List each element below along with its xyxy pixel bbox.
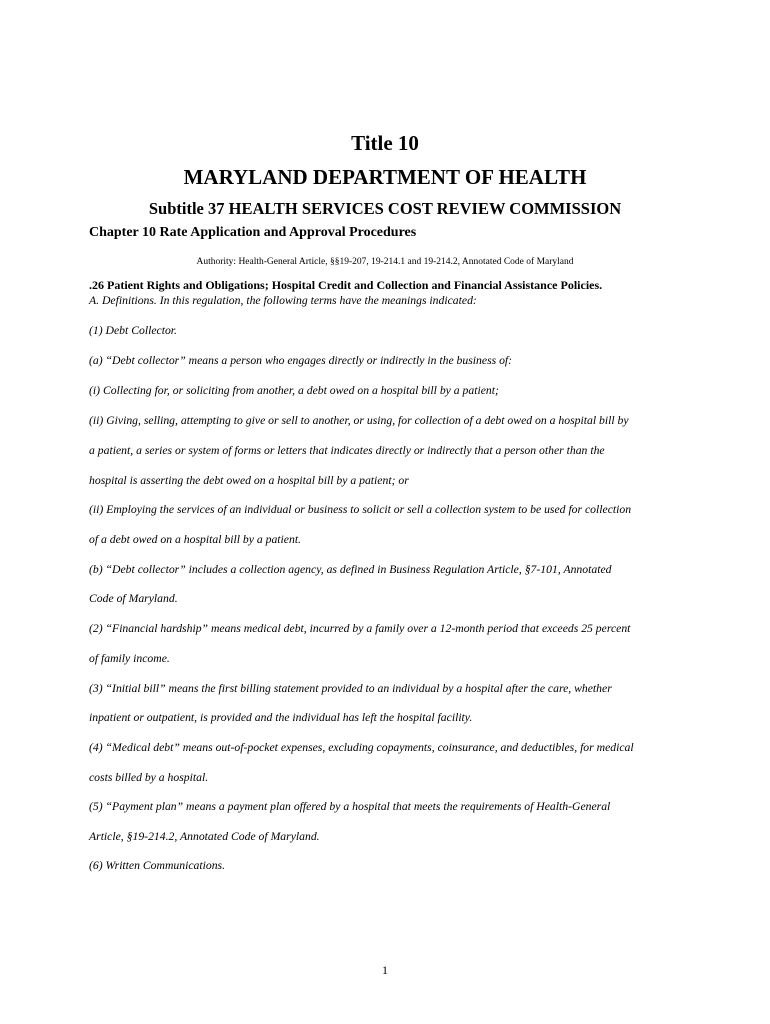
- chapter-heading: Chapter 10 Rate Application and Approval Procedures: [89, 225, 417, 240]
- subtitle: Subtitle 37 HEALTH SERVICES COST REVIEW COMMISSION: [148, 199, 622, 218]
- text-line: hospital is asserting the debt owed on a hospital bill by a patient; or: [89, 474, 409, 487]
- text-line: of family income.: [89, 652, 170, 665]
- text-line: (ii) Giving, selling, attempting to give or sell to another, or using, for collection of a debt owed on a hospital bill by: [89, 414, 629, 427]
- text-line: (4) “Medical debt” means out-of-pocket expenses, excluding copayments, coinsurance, and deductibles, for medical: [89, 741, 634, 754]
- text-line: inpatient or outpatient, is provided and the individual has left the hospital facility.: [89, 711, 473, 724]
- department-name: MARYLAND DEPARTMENT OF HEALTH: [183, 165, 587, 189]
- text-line: (ii) Employing the services of an individual or business to solicit or sell a collection system to be used for collection: [89, 503, 632, 516]
- text-line: (5) “Payment plan” means a payment plan offered by a hospital that meets the requirements of Health-General: [89, 800, 611, 813]
- text-line: (b) “Debt collector” includes a collection agency, as defined in Business Regulation Article, §7-101, Annotated: [89, 563, 612, 576]
- text-line: a patient, a series or system of forms or letters that indicates directly or indirectly that a person other than the: [89, 444, 605, 457]
- page-number: 1: [382, 963, 388, 977]
- text-line: (3) “Initial bill” means the first billing statement provided to an individual by a hospital after the care, whether: [89, 682, 612, 695]
- text-line: Article, §19-214.2, Annotated Code of Maryland.: [89, 830, 320, 843]
- definitions-intro: A. Definitions. In this regulation, the following terms have the meanings indicated:: [89, 294, 477, 307]
- text-line: costs billed by a hospital.: [89, 771, 209, 784]
- text-line: (a) “Debt collector” means a person who engages directly or indirectly in the business of:: [89, 354, 513, 367]
- text-line: of a debt owed on a hospital bill by a patient.: [89, 533, 301, 546]
- text-line: (1) Debt Collector.: [89, 324, 177, 337]
- text-line: (6) Written Communications.: [89, 859, 226, 872]
- document-title: Title 10: [351, 131, 419, 155]
- section-heading: .26 Patient Rights and Obligations; Hospital Credit and Collection and Financial Assistance Policies.: [89, 278, 603, 292]
- text-line: (2) “Financial hardship” means medical debt, incurred by a family over a 12-month period that exceeds 25 percent: [89, 622, 631, 635]
- authority-line: Authority: Health-General Article, §§19-207, 19-214.1 and 19-214.2, Annotated Code of Maryland: [196, 257, 574, 267]
- text-line: (i) Collecting for, or soliciting from another, a debt owed on a hospital bill by a patient;: [89, 384, 499, 397]
- text-line: Code of Maryland.: [89, 592, 178, 605]
